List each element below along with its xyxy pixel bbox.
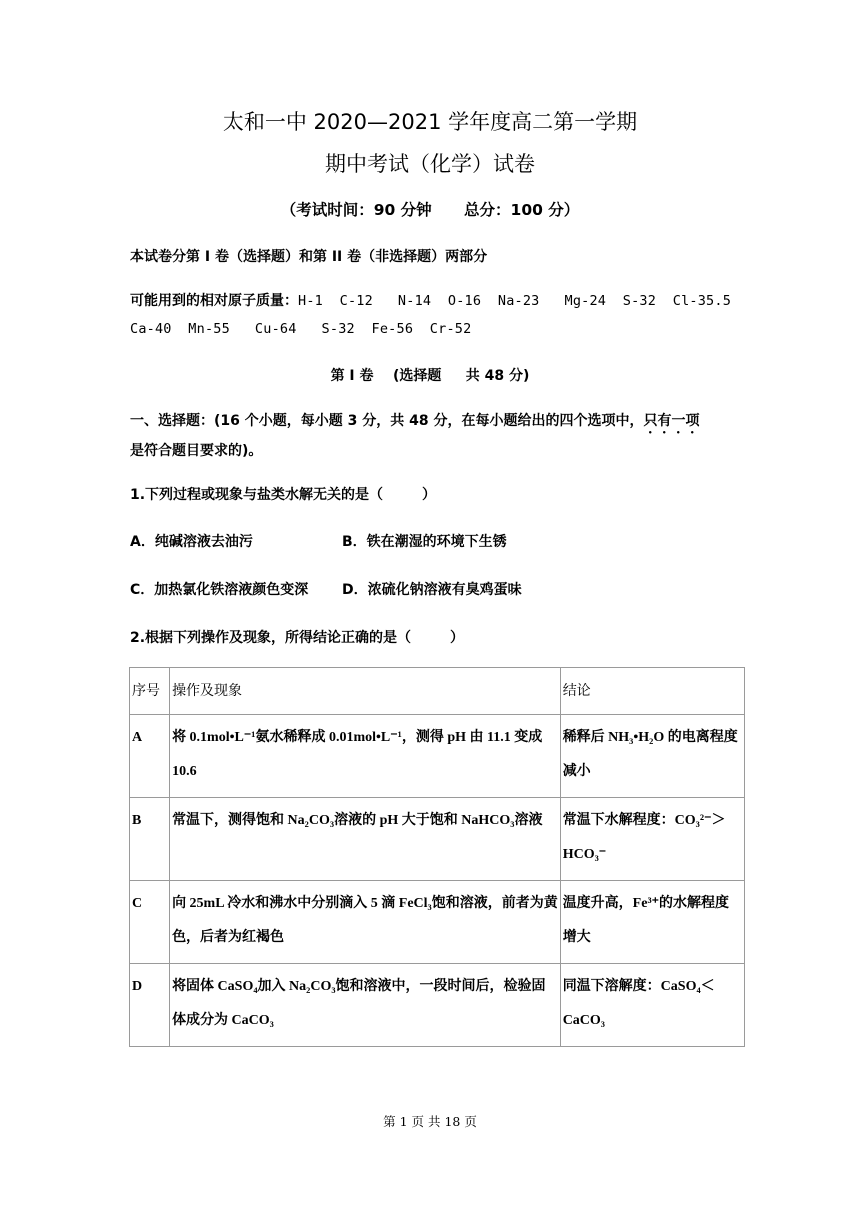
q2-row-operation: 将 0.1mol•L⁻¹氨水稀释成 0.01mol•L⁻¹，测得 pH 由 11.1 变成 10.6 — [170, 715, 561, 798]
q2-row-id: B — [130, 798, 170, 881]
q2-header-id: 序号 — [130, 668, 170, 715]
q2-row-conclusion: 稀释后 NH₃•H₂O 的电离程度减小 — [560, 715, 744, 798]
q2-table — [129, 667, 745, 1047]
q2-row-id: A — [130, 715, 170, 798]
q2-row-b[interactable] — [130, 798, 745, 881]
q2-row-conclusion: 同温下溶解度：CaSO₄＜CaCO₃ — [560, 964, 744, 1047]
atomic-mass-line1 — [130, 290, 731, 310]
q1-option-d[interactable]: D．浓硫化钠溶液有臭鸡蛋味 — [342, 582, 522, 598]
q2-table-header — [130, 668, 745, 715]
q2-row-operation: 常温下，测得饱和 Na₂CO₃溶液的 pH 大于饱和 NaHCO₃溶液 — [170, 798, 561, 881]
atomic-mass-line2 — [130, 321, 471, 337]
q2-row-c[interactable] — [130, 881, 745, 964]
atomic-mass-label: 可能用到的相对原子质量： — [130, 293, 298, 309]
section1-instruction-emphasis: 只有一项 — [643, 413, 700, 429]
q2-row-id: C — [130, 881, 170, 964]
atomic-mass-values-1: H-1 C-12 N-14 O-16 Na-23 Mg-24 S-32 Cl-35.5 — [298, 293, 732, 309]
exam-info: （考试时间：90 分钟 总分：100 分） — [280, 201, 580, 219]
section1-title: 第 I 卷 (选择题 共 48 分) — [330, 368, 530, 384]
section1-instruction-line2: 是符合题目要求的)。 — [130, 443, 263, 459]
q2-row-conclusion: 温度升高，Fe³⁺的水解程度增大 — [560, 881, 744, 964]
exam-title-line1: 太和一中 2020—2021 学年度高二第一学期 — [222, 110, 638, 134]
q1-stem: 1.下列过程或现象与盐类水解无关的是（ ） — [130, 487, 437, 503]
paper-structure-note: 本试卷分第 I 卷（选择题）和第 II 卷（非选择题）两部分 — [130, 249, 488, 265]
q2-header-operation: 操作及现象 — [170, 668, 561, 715]
q2-header-conclusion: 结论 — [560, 668, 744, 715]
section1-instruction-text: 一、选择题：(16 个小题，每小题 3 分，共 48 分，在每小题给出的四个选项中， — [130, 413, 644, 429]
q2-row-operation: 向 25mL 冷水和沸水中分别滴入 5 滴 FeCl₃饱和溶液，前者为黄色，后者为红褐色 — [170, 881, 561, 964]
section1-instruction-line1 — [130, 410, 699, 437]
q1-option-c[interactable]: C．加热氯化铁溶液颜色变深 — [130, 582, 309, 598]
q2-row-d[interactable] — [130, 964, 745, 1047]
page-number: 第 1 页 共 18 页 — [383, 1114, 477, 1129]
q2-row-a[interactable] — [130, 715, 745, 798]
q2-row-id: D — [130, 964, 170, 1047]
atomic-mass-values-2: Ca-40 Mn-55 Cu-64 S-32 Fe-56 Cr-52 — [130, 321, 472, 337]
q2-row-operation: 将固体 CaSO₄加入 Na₂CO₃饱和溶液中，一段时间后，检验固体成分为 CaCO₃ — [170, 964, 561, 1047]
q1-option-a[interactable]: A．纯碱溶液去油污 — [130, 534, 253, 550]
exam-title-line2: 期中考试（化学）试卷 — [325, 152, 535, 176]
q2-row-conclusion: 常温下水解程度：CO₃²⁻＞HCO₃⁻ — [560, 798, 744, 881]
q2-stem: 2.根据下列操作及现象，所得结论正确的是（ ） — [130, 630, 465, 646]
q1-option-b[interactable]: B．铁在潮湿的环境下生锈 — [342, 534, 507, 550]
